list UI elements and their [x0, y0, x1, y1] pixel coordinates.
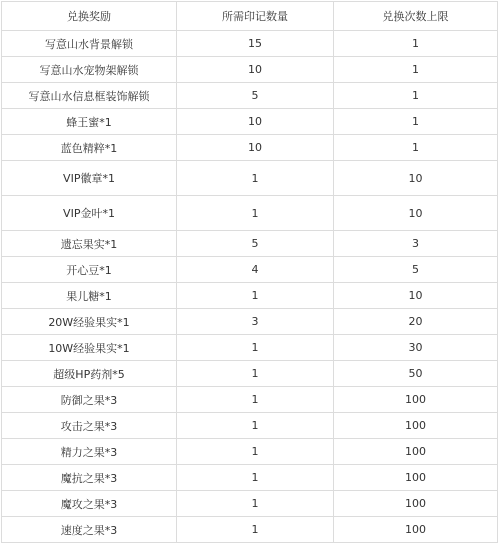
cell-item: 蓝色精粹*1	[2, 135, 177, 161]
cell-item: 防御之果*3	[2, 387, 177, 413]
header-item: 兑换奖励	[2, 2, 177, 31]
cell-limit: 1	[334, 31, 498, 57]
cell-cost: 15	[177, 31, 334, 57]
table-row	[2, 439, 498, 465]
cell-cost: 1	[177, 465, 334, 491]
cell-cost: 4	[177, 257, 334, 283]
cell-cost: 1	[177, 361, 334, 387]
cell-item: VIP金叶*1	[2, 196, 177, 231]
cell-limit: 10	[334, 196, 498, 231]
cell-cost: 5	[177, 231, 334, 257]
cell-limit: 100	[334, 517, 498, 543]
table-row	[2, 335, 498, 361]
table-row	[2, 361, 498, 387]
cell-cost: 3	[177, 309, 334, 335]
table-row	[2, 57, 498, 83]
cell-cost: 1	[177, 387, 334, 413]
table-header-row	[2, 2, 498, 31]
cell-limit: 1	[334, 83, 498, 109]
cell-limit: 30	[334, 335, 498, 361]
cell-cost: 1	[177, 517, 334, 543]
cell-item: 开心豆*1	[2, 257, 177, 283]
cell-cost: 1	[177, 413, 334, 439]
table-row	[2, 413, 498, 439]
cell-cost: 1	[177, 161, 334, 196]
cell-cost: 10	[177, 135, 334, 161]
cell-limit: 10	[334, 283, 498, 309]
cell-item: 20W经验果实*1	[2, 309, 177, 335]
cell-limit: 3	[334, 231, 498, 257]
table-row	[2, 517, 498, 543]
cell-item: 果儿糖*1	[2, 283, 177, 309]
header-limit: 兑换次数上限	[334, 2, 498, 31]
table-row	[2, 387, 498, 413]
table-row	[2, 135, 498, 161]
cell-limit: 1	[334, 57, 498, 83]
cell-limit: 100	[334, 465, 498, 491]
table-row	[2, 491, 498, 517]
table-row	[2, 231, 498, 257]
cell-item: 魔抗之果*3	[2, 465, 177, 491]
table-row	[2, 257, 498, 283]
cell-limit: 100	[334, 387, 498, 413]
cell-item: 10W经验果实*1	[2, 335, 177, 361]
cell-cost: 1	[177, 491, 334, 517]
table-row	[2, 465, 498, 491]
table-row	[2, 283, 498, 309]
cell-item: 超级HP药剂*5	[2, 361, 177, 387]
header-cost: 所需印记数量	[177, 2, 334, 31]
table-row	[2, 83, 498, 109]
cell-item: 魔攻之果*3	[2, 491, 177, 517]
cell-cost: 10	[177, 109, 334, 135]
cell-cost: 1	[177, 439, 334, 465]
cell-item: 攻击之果*3	[2, 413, 177, 439]
cell-cost: 1	[177, 283, 334, 309]
cell-limit: 100	[334, 439, 498, 465]
cell-limit: 50	[334, 361, 498, 387]
cell-limit: 20	[334, 309, 498, 335]
cell-item: 蜂王蜜*1	[2, 109, 177, 135]
cell-limit: 10	[334, 161, 498, 196]
table-row	[2, 109, 498, 135]
cell-limit: 5	[334, 257, 498, 283]
table-row	[2, 31, 498, 57]
cell-item: 写意山水宠物架解锁	[2, 57, 177, 83]
cell-cost: 10	[177, 57, 334, 83]
reward-exchange-table	[1, 1, 498, 543]
cell-item: 速度之果*3	[2, 517, 177, 543]
table-row	[2, 196, 498, 231]
cell-item: 写意山水信息框装饰解锁	[2, 83, 177, 109]
cell-limit: 1	[334, 135, 498, 161]
cell-item: VIP徽章*1	[2, 161, 177, 196]
table-row	[2, 161, 498, 196]
cell-cost: 5	[177, 83, 334, 109]
cell-item: 精力之果*3	[2, 439, 177, 465]
cell-cost: 1	[177, 196, 334, 231]
cell-item: 写意山水背景解锁	[2, 31, 177, 57]
cell-item: 遗忘果实*1	[2, 231, 177, 257]
table-row	[2, 309, 498, 335]
cell-limit: 1	[334, 109, 498, 135]
cell-cost: 1	[177, 335, 334, 361]
cell-limit: 100	[334, 413, 498, 439]
cell-limit: 100	[334, 491, 498, 517]
